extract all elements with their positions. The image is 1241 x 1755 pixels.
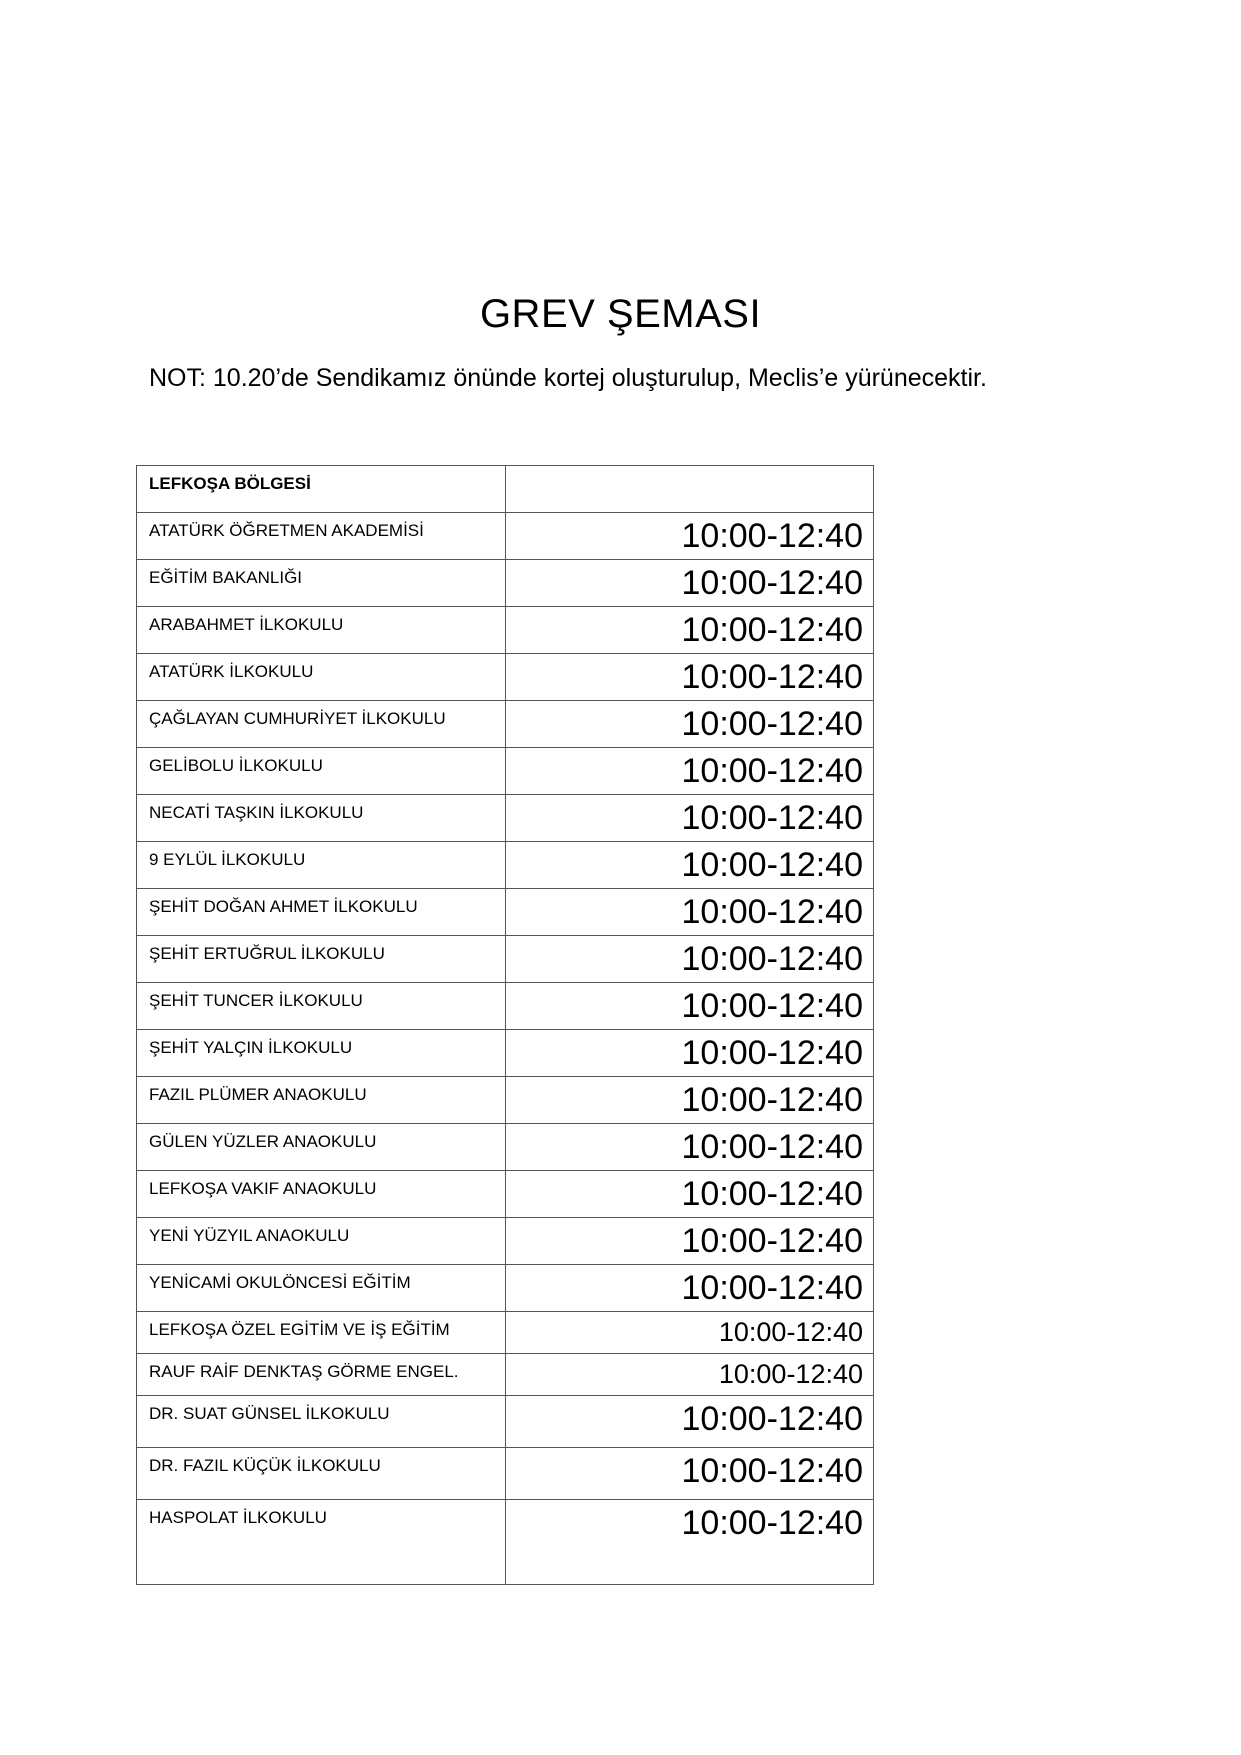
table-row [137,1396,874,1448]
table-row [137,1312,874,1354]
school-name: ŞEHİT TUNCER İLKOKULU [137,983,506,1030]
table-header-row [137,466,874,513]
table-row [137,513,874,560]
strike-time: 10:00-12:40 [506,1396,874,1448]
table-row [137,1171,874,1218]
table-row [137,560,874,607]
time-header [506,466,874,513]
table-row [137,1124,874,1171]
school-name: GÜLEN YÜZLER ANAOKULU [137,1124,506,1171]
strike-time: 10:00-12:40 [506,513,874,560]
school-name: ŞEHİT YALÇIN İLKOKULU [137,1030,506,1077]
page-title: GREV ŞEMASI [479,292,762,336]
strike-time: 10:00-12:40 [506,1077,874,1124]
strike-time: 10:00-12:40 [506,560,874,607]
strike-time: 10:00-12:40 [506,1312,874,1354]
table-row [137,983,874,1030]
strike-time: 10:00-12:40 [506,1500,874,1585]
table-row [137,795,874,842]
school-name: LEFKOŞA VAKIF ANAOKULU [137,1171,506,1218]
school-name: NECATİ TAŞKIN İLKOKULU [137,795,506,842]
school-name: LEFKOŞA ÖZEL EGİTİM VE İŞ EĞİTİM [137,1312,506,1354]
table-row [137,701,874,748]
table-row [137,607,874,654]
school-name: ATATÜRK ÖĞRETMEN AKADEMİSİ [137,513,506,560]
table-row [137,936,874,983]
school-name: ÇAĞLAYAN CUMHURİYET İLKOKULU [137,701,506,748]
school-name: RAUF RAİF DENKTAŞ GÖRME ENGEL. [137,1354,506,1396]
school-name: DR. FAZIL KÜÇÜK İLKOKULU [137,1448,506,1500]
strike-time: 10:00-12:40 [506,1354,874,1396]
table-row [137,1354,874,1396]
school-name: GELİBOLU İLKOKULU [137,748,506,795]
school-name: FAZIL PLÜMER ANAOKULU [137,1077,506,1124]
strike-time: 10:00-12:40 [506,1030,874,1077]
school-name: ARABAHMET İLKOKULU [137,607,506,654]
table-row [137,1500,874,1585]
strike-time: 10:00-12:40 [506,842,874,889]
table-row [137,1265,874,1312]
table-row [137,1077,874,1124]
school-name: EĞİTİM BAKANLIĞI [137,560,506,607]
table-row [137,1448,874,1500]
strike-time: 10:00-12:40 [506,1124,874,1171]
strike-schedule-table [136,465,874,1585]
table-row [137,889,874,936]
table-row [137,748,874,795]
strike-time: 10:00-12:40 [506,795,874,842]
table-row [137,842,874,889]
region-header: LEFKOŞA BÖLGESİ [137,466,506,513]
strike-time: 10:00-12:40 [506,983,874,1030]
table-row [137,654,874,701]
strike-time: 10:00-12:40 [506,748,874,795]
school-name: YENİ YÜZYIL ANAOKULU [137,1218,506,1265]
strike-time: 10:00-12:40 [506,1448,874,1500]
strike-time: 10:00-12:40 [506,889,874,936]
strike-time: 10:00-12:40 [506,1171,874,1218]
strike-time: 10:00-12:40 [506,936,874,983]
school-name: ATATÜRK İLKOKULU [137,654,506,701]
strike-time: 10:00-12:40 [506,1265,874,1312]
note-text: NOT: 10.20’de Sendikamız önünde kortej oluşturulup, Meclis’e yürünecektir. [149,364,987,392]
table-row [137,1030,874,1077]
school-name: HASPOLAT İLKOKULU [137,1500,506,1585]
table-row [137,1218,874,1265]
strike-time: 10:00-12:40 [506,607,874,654]
strike-time: 10:00-12:40 [506,701,874,748]
strike-time: 10:00-12:40 [506,1218,874,1265]
school-name: YENİCAMİ OKULÖNCESİ EĞİTİM [137,1265,506,1312]
school-name: ŞEHİT ERTUĞRUL İLKOKULU [137,936,506,983]
school-name: ŞEHİT DOĞAN AHMET İLKOKULU [137,889,506,936]
school-name: 9 EYLÜL İLKOKULU [137,842,506,889]
strike-time: 10:00-12:40 [506,654,874,701]
school-name: DR. SUAT GÜNSEL İLKOKULU [137,1396,506,1448]
